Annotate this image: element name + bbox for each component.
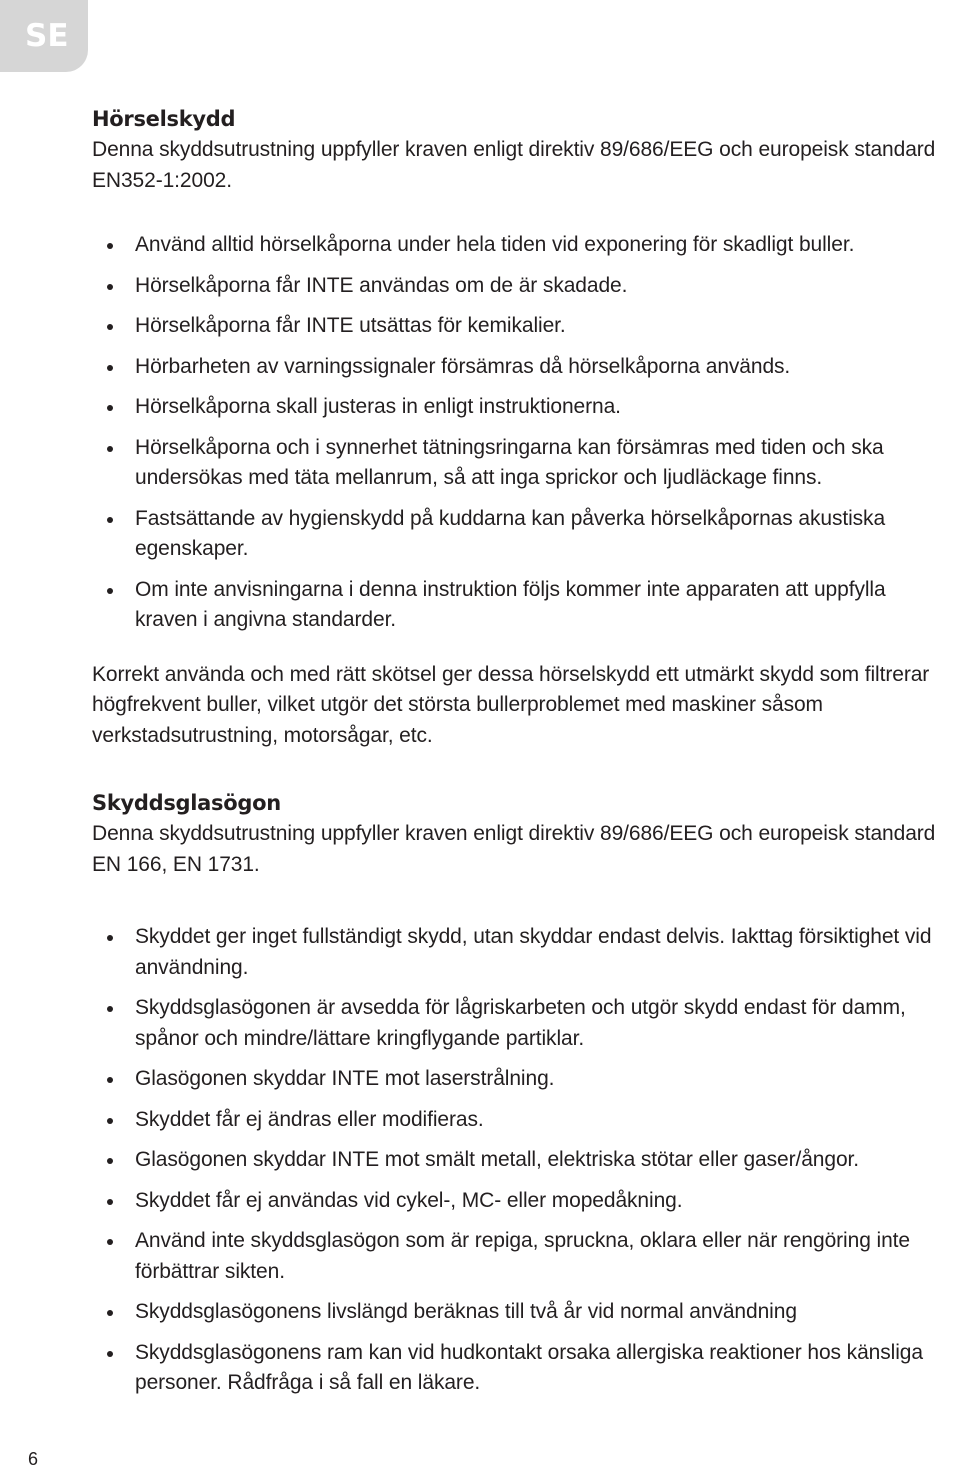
list-item: Hörselkåporna skall justeras in enligt instruktionerna. — [135, 392, 950, 423]
bullet-icon — [107, 1158, 113, 1164]
page-number: 6 — [28, 1449, 39, 1469]
list-item: Skyddet ger inget fullständigt skydd, utan skyddar endast delvis. Iakttag försiktighet vid användning. — [135, 922, 950, 983]
bullet-icon — [107, 517, 113, 523]
bullet-icon — [107, 1351, 113, 1357]
bullet-icon — [107, 588, 113, 594]
list-item: Fastsättande av hygienskydd på kuddarna kan påverka hörselkåpornas akustiska egenskaper. — [135, 504, 950, 565]
language-tab — [0, 0, 88, 72]
section-title-skyddsglasogon: Skyddsglasögon — [92, 791, 281, 815]
bullet-icon — [107, 1310, 113, 1316]
list-item: Skyddet får ej användas vid cykel-, MC- eller mopedåkning. — [135, 1186, 950, 1217]
bullet-icon — [107, 1199, 113, 1205]
bullet-icon — [107, 405, 113, 411]
bullet-icon — [107, 324, 113, 330]
list-item: Skyddet får ej ändras eller modifieras. — [135, 1105, 950, 1136]
list-item: Skyddsglasögonens livslängd beräknas till två år vid normal användning — [135, 1297, 950, 1328]
list-item: Hörbarheten av varningssignaler försämras då hörselkåporna används. — [135, 352, 950, 383]
list-item: Skyddsglasögonen är avsedda för lågriskarbeten och utgör skydd endast för damm, spånor och mindre/lättare kringflygande partiklar. — [135, 993, 950, 1054]
section-closing-horselskydd: Korrekt använda och med rätt skötsel ger dessa hörselskydd ett utmärkt skydd som filtrerar högfrekvent buller, vilket utgör det största bullerproblemet med maskiner såsom verkstadsutrustning, motorsågar, etc. — [92, 662, 930, 747]
bullet-icon — [107, 1239, 113, 1245]
bullet-icon — [107, 1077, 113, 1083]
list-item: Hörselkåporna får INTE utsättas för kemikalier. — [135, 311, 950, 342]
list-item: Glasögonen skyddar INTE mot smält metall, elektriska stötar eller gaser/ångor. — [135, 1145, 950, 1176]
section-intro-skyddsglasogon: Denna skyddsutrustning uppfyller kraven enligt direktiv 89/686/EEG och europeisk standard EN 166, EN 1731. — [92, 822, 936, 876]
bullet-icon — [107, 284, 113, 290]
bullet-icon — [107, 935, 113, 941]
bullet-icon — [107, 365, 113, 371]
list-item: Skyddsglasögonens ram kan vid hudkontakt orsaka allergiska reaktioner hos känsliga personer. Rådfråga i så fall en läkare. — [135, 1338, 950, 1399]
bullet-list-skyddsglasogon — [92, 922, 950, 1399]
list-item: Om inte anvisningarna i denna instruktion följs kommer inte apparaten att uppfylla kraven i angivna standarder. — [135, 575, 950, 636]
page-content — [92, 104, 950, 1409]
section-intro-horselskydd: Denna skyddsutrustning uppfyller kraven enligt direktiv 89/686/EEG och europeisk standard EN352-1:2002. — [92, 138, 936, 192]
bullet-list-horselskydd — [92, 230, 950, 636]
list-item: Glasögonen skyddar INTE mot laserstrålning. — [135, 1064, 950, 1095]
bullet-icon — [107, 1006, 113, 1012]
list-item: Hörselkåporna och i synnerhet tätningsringarna kan försämras med tiden och ska undersökas med täta mellanrum, så att inga sprickor och ljudläckage finns. — [135, 433, 950, 494]
list-item: Hörselkåporna får INTE användas om de är skadade. — [135, 271, 950, 302]
section-title-horselskydd: Hörselskydd — [92, 107, 236, 131]
bullet-icon — [107, 446, 113, 452]
bullet-icon — [107, 243, 113, 249]
list-item: Använd inte skyddsglasögon som är repiga, spruckna, oklara eller när rengöring inte förbättrar sikten. — [135, 1226, 950, 1287]
bullet-icon — [107, 1118, 113, 1124]
list-item: Använd alltid hörselkåporna under hela tiden vid exponering för skadligt buller. — [135, 230, 950, 261]
language-code: SE — [25, 18, 69, 54]
